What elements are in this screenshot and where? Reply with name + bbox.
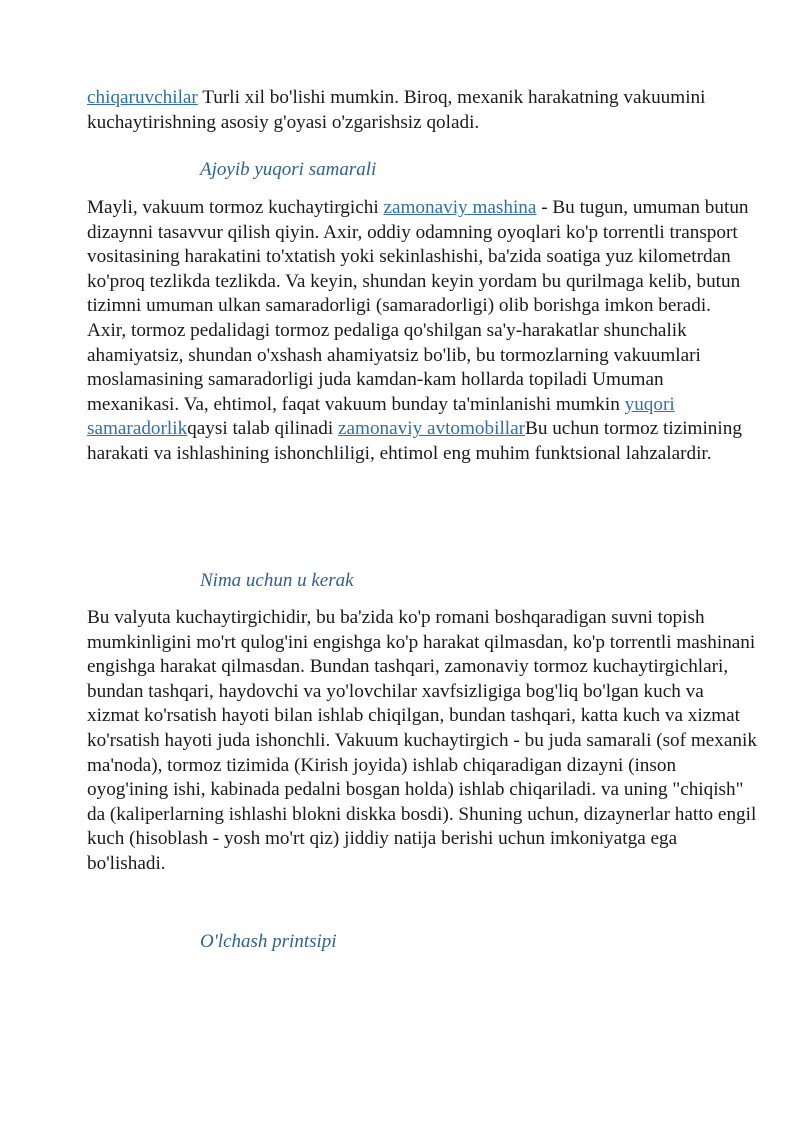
section1-p1-text-a: Mayli, vakuum tormoz kuchaytirgichi	[87, 197, 384, 218]
intro-paragraph	[87, 86, 757, 135]
section1-p2-text-c: Bu uchun tormoz tizimining harakati va ishlashining ishonchliligi, ehtimol eng muhim funktsional lahzalardir.	[87, 418, 742, 464]
heading-ajoyib-yuqori-samarali: Ajoyib yuqori samarali	[200, 159, 377, 180]
intro-text: Turli xil bo'lishi mumkin. Biroq, mexanik harakatning vakuumini kuchaytirishning asosiy g'oyasi o'zgarishsiz qoladi.	[87, 87, 706, 133]
section1-body	[87, 196, 757, 467]
heading-nima-uchun-u-kerak: Nima uchun u kerak	[200, 570, 354, 591]
link-zamonaviy-avtomobillar[interactable]: zamonaviy avtomobillar	[337, 418, 526, 440]
section1-p2-text-a: Axir, tormoz pedalidagi tormoz pedaliga qo'shilgan sa'y-harakatlar shunchalik ahamiyatsiz, shundan o'xshash ahamiyatsiz bo'lib, bu tormozlarning vakuumlari moslamasining samaradorligi juda kamdan-kam hollarda topiladi Umuman mexanikasi. Va, ehtimol, faqat vakuum bunday ta'minlanishi mumkin	[87, 319, 701, 415]
heading-olchash-printsipi: O'lchash printsipi	[200, 931, 337, 952]
section1-p1-text-b: - Bu tugun, umuman butun dizaynni tasavvur qilish qiyin. Axir, oddiy odamning oyoqlari ko'p torrentli transport vositasining harakatini to'xtatish yoki sekinlashishi, ba'zida soatiga yuz kilometrdan ko'proq tezlikda tezlikda. Va keyin, shundan keyin yordam bu qurilmaga kelib, butun tizimni umuman ulkan samaradorligi (samaradorligi) olib borishga imkon beradi.	[87, 197, 749, 317]
link-yuqori-samaradorlik[interactable]: yuqori samaradorlik	[87, 393, 675, 440]
section1-paragraph2	[87, 319, 757, 467]
section1-paragraph1	[87, 196, 757, 319]
link-zamonaviy-mashina[interactable]: zamonaviy mashina	[383, 197, 537, 218]
link-chiqaruvchilar[interactable]: chiqaruvchilar	[87, 87, 198, 108]
section2-paragraph: Bu valyuta kuchaytirgichidir, bu ba'zida ko'p romani boshqaradigan suvni topish mumkinligini mo'rt qulog'ini engishga ko'p harakat qilmasdan, ko'p torrentli mashinani engishga harakat qilmasdan. Bundan tashqari, zamonaviy tormoz kuchaytirgichlari, bundan tashqari, haydovchi va yo'lovchilar xavfsizligiga bog'liq bo'lgan kuch va xizmat ko'rsatish hayoti bilan ishlab chiqilgan, bundan tashqari, katta kuch va xizmat ko'rsatish hayoti juda ishonchli. Vakuum kuchaytirgich - bu juda samarali (sof mexanik ma'noda), tormoz tizimida (Kirish joyida) ishlab chiqaradigan dizayni (inson oyog'ining ishi, kabinada pedalni bosgan holda) ishlab chiqariladi. va uning "chiqish" da (kaliperlarning ishlashi blokni diskka bosdi). Shuning uchun, dizaynerlar hatto engil kuch (hisoblash - yosh mo'rt qiz) jiddiy natija berishi uchun imkoniyatga ega bo'lishadi.	[87, 607, 757, 874]
section1-p2-text-b: qaysi talab qilinadi	[187, 418, 338, 440]
